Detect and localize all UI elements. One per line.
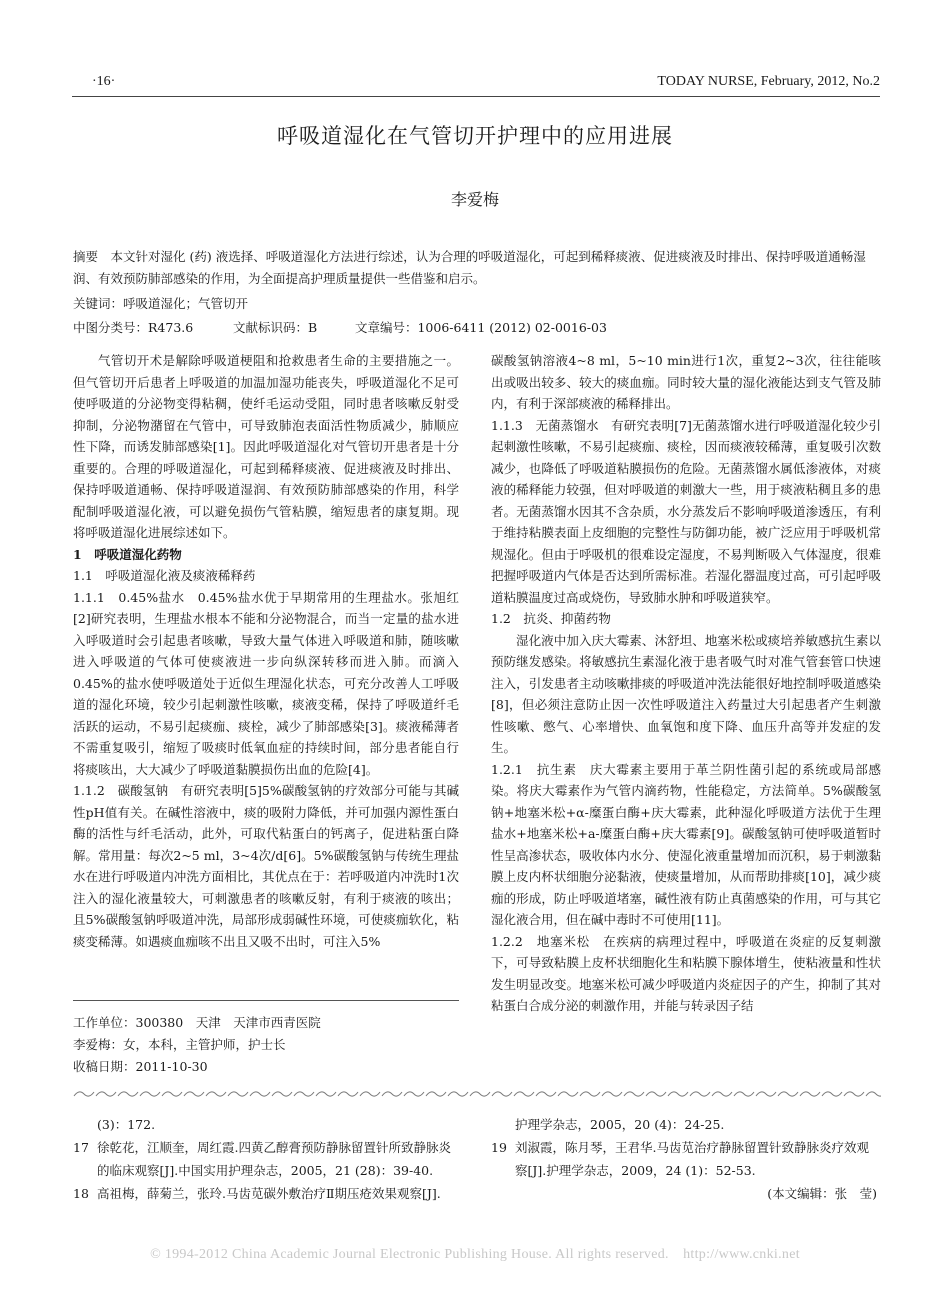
copyright-footer: © 1994-2012 China Academic Journal Electronic Publishing House. All rights reserved. http://www.cnki.net bbox=[150, 1247, 800, 1262]
reference-number: 19 bbox=[491, 1140, 507, 1155]
body-paragraph: 1.2.1 抗生素 庆大霉素主要用于革兰阴性菌引起的系统或局部感染。将庆大霉素作为气管内滴药物，性能稳定，方法简单。5%碳酸氢钠+地塞米松+α-糜蛋白酶+庆大霉素，此种湿化呼吸道方法优于生理盐水+地塞米松+a-糜蛋白酶+庆大霉素[9]。碳酸氢钠可使呼吸道暂时性呈高渗状态，吸收体内水分、使湿化液重量增加而沉积，易于刺激黏膜上皮内杯状细胞分泌黏液，使痰量增加，从而帮助排痰[10]，减少痰痂的形成，防止呼吸道堵塞，碱性液有防止真菌感染的作用，可与其它湿化液合用，但在碱中毒时不可使用[11]。 bbox=[491, 761, 881, 927]
reference-item bbox=[73, 1113, 459, 1136]
body-right-column bbox=[491, 350, 881, 1017]
body-paragraph: 1.2 抗炎、抑菌药物 bbox=[491, 611, 611, 626]
body-paragraph: 1.1.1 0.45%盐水 0.45%盐水优于早期常用的生理盐水。张旭红[2]研究表明，生理盐水根本不能和分泌物混合，而当一定量的盐水进入呼吸道时会引起患者咳嗽，导致大量气体进入呼吸道和肺，随咳嗽进入呼吸道的气体可使痰液进一步向纵深转移而进入肺。而滴入0.45%的盐水使呼吸道处于近似生理湿化状态，可充分改善人工呼吸道的湿化环境，较少引起刺激性咳嗽，痰液变稀，保持了呼吸道纤毛活跃的运动，不易引起痰痂、痰栓，减少了肺部感染[3]。痰液稀薄者不需重复吸引，缩短了吸痰时低氧血症的持续时间，部分患者能自行将痰咳出，大大减少了呼吸道黏膜损伤出血的危险[4]。 bbox=[73, 589, 459, 777]
body-paragraph: 1.1.2 碳酸氢钠 有研究表明[5]5%碳酸氢钠的疗效部分可能与其碱性pH值有关。在碱性溶液中，痰的吸附力降低，并可加强内源性蛋白酶的活性与纤毛活动，此外，可取代粘蛋白的钙离子，促进粘蛋白降解。常用量：每次2~5 ml，3~4次/d[6]。5%碳酸氢钠与传统生理盐水在进行呼吸道内冲洗方面相比，其优点在于：若呼吸道内冲洗时1次注入的湿化液量较大，可刺激患者的咳嗽反射，有利于痰液的咳出；且5%碳酸氢钠呼吸道冲洗，局部形成弱碱性环境，可使痰痂软化，粘痰变稀薄。如遇痰血痂咳不出且又吸不出时，可注入5% bbox=[73, 783, 459, 949]
reference-item bbox=[73, 1182, 459, 1205]
keywords: 关键词：呼吸道湿化；气管切开 bbox=[73, 296, 249, 311]
journal-name: TODAY NURSE, February, 2012, No.2 bbox=[657, 74, 880, 89]
reference-number: 17 bbox=[73, 1140, 89, 1155]
reference-text: (3)：172. bbox=[97, 1117, 156, 1132]
reference-number: 18 bbox=[73, 1186, 89, 1201]
work-unit: 工作单位：300380 天津 天津市西青医院 bbox=[73, 1015, 321, 1030]
body-paragraph: 1.2.2 地塞米松 在疾病的病理过程中，呼吸道在炎症的反复刺激下，可导致粘膜上皮杯状细胞化生和粘膜下腺体增生，使粘液量和性状发生明显改变。地塞米松可减少呼吸道内炎症因子的产生，抑制了其对粘蛋白合成分泌的刺激作用，并能与转录因子结 bbox=[491, 933, 881, 1013]
header-rule bbox=[72, 96, 880, 97]
affiliation-block bbox=[73, 1012, 459, 1078]
body-paragraph: 1.1 呼吸道湿化液及痰液稀释药 bbox=[73, 568, 256, 583]
reference-item bbox=[73, 1136, 459, 1182]
section-heading: 1 呼吸道湿化药物 bbox=[73, 546, 182, 562]
references-left bbox=[73, 1113, 459, 1205]
editor-note: (本文编辑：张 莹) bbox=[767, 1186, 877, 1201]
classification-line bbox=[73, 318, 881, 336]
reference-number bbox=[491, 1113, 515, 1136]
abstract: 摘要 本文针对湿化 (药) 液选择、呼吸道湿化方法进行综述，认为合理的呼吸道湿化，可起到稀释痰液、促进痰液及时排出、保持呼吸道通畅湿润、有效预防肺部感染的作用，为全面提高护理质量提供一些借鉴和启示。 bbox=[73, 249, 866, 286]
reference-text: 高祖梅，薛菊兰，张玲.马齿苋碳外敷治疗Ⅱ期压疮效果观察[J]. bbox=[97, 1186, 441, 1201]
body-paragraph: 1.1.3 无菌蒸馏水 有研究表明[7]无菌蒸馏水进行呼吸道湿化较少引起刺激性咳嗽，不易引起痰痂、痰栓，因而痰液较稀薄，重复吸引次数减少，也降低了呼吸道粘膜损伤的危险。无菌蒸馏水属低渗液体，对痰液的稀释能力较强，但对呼吸道的刺激大一些，用于痰液粘稠且多的患者。无菌蒸馏水因其不含杂质，水分蒸发后不影响呼吸道渗透压，有利于维持粘膜表面上皮细胞的完整性与防御功能，被广泛应用于呼吸机常规湿化。但由于呼吸机的很难设定湿度，不易判断吸入气体湿度，很难把握呼吸道内气体是否达到所需标准。若湿化器温度过高，可引起呼吸道粘膜温度过高或烧伤，导致肺水肿和呼吸道狭窄。 bbox=[491, 417, 881, 605]
body-paragraph: 碳酸氢钠溶液4~8 ml，5~10 min进行1次，重复2~3次，往往能咳出或吸出较多、较大的痰血痂。同时较大量的湿化液能达到支气管及肺内，有利于深部痰液的稀释排出。 bbox=[491, 353, 881, 411]
body-left-column bbox=[73, 350, 459, 952]
reference-text: 护理学杂志，2005，20 (4)：24-25. bbox=[515, 1117, 725, 1132]
wave-divider bbox=[73, 1088, 881, 1100]
references-right bbox=[491, 1113, 881, 1205]
article-title: 呼吸道湿化在气管切开护理中的应用进展 bbox=[277, 124, 673, 148]
article-author: 李爱梅 bbox=[450, 190, 499, 209]
received-date: 收稿日期：2011-10-30 bbox=[73, 1059, 208, 1074]
reference-text: 徐乾花，江顺奎，周红霞.四黄乙醇膏预防静脉留置针所致静脉炎的临床观察[J].中国实用护理杂志，2005，21 (28)：39-40. bbox=[97, 1140, 451, 1178]
page-number: ·16· bbox=[92, 74, 116, 89]
clc-number: 中图分类号：R473.6 bbox=[73, 320, 194, 335]
reference-item bbox=[491, 1113, 881, 1136]
reference-text: 刘淑霞，陈月琴，王君华.马齿苋治疗静脉留置针致静脉炎疗效观察[J].护理学杂志，2009，24 (1)：52-53. bbox=[515, 1140, 869, 1178]
document-code: 文献标识码：B bbox=[232, 320, 318, 335]
body-paragraph: 湿化液中加入庆大霉素、沐舒坦、地塞米松或痰培养敏感抗生素以预防继发感染。将敏感抗生素湿化液于患者吸气时对准气管套管口快速注入，引发患者主动咳嗽排痰的呼吸道冲洗法能很好地控制呼吸道感染[8]，但必须注意防止因一次性呼吸道注入药量过大引起患者产生刺激性咳嗽、憋气、心率增快、血氧饱和度下降、血压升高等并发症的发生。 bbox=[491, 632, 881, 755]
reference-number bbox=[73, 1113, 97, 1136]
reference-item bbox=[491, 1136, 881, 1182]
article-number: 文章编号：1006-6411 (2012) 02-0016-03 bbox=[354, 320, 607, 335]
author-bio: 李爱梅：女，本科，主管护师，护士长 bbox=[73, 1037, 286, 1052]
body-paragraph: 气管切开术是解除呼吸道梗阻和抢救患者生命的主要措施之一。但气管切开后患者上呼吸道的加温加湿功能丧失，呼吸道湿化不足可使呼吸道的分泌物变得粘稠，使纤毛运动受阻，同时患者咳嗽反射受抑制，分泌物潴留在气管中，可导致肺泡表面活性物质减少，肺顺应性下降，而诱发肺部感染[1]。因此呼吸道湿化对气管切开患者是十分重要的。合理的呼吸道湿化，可起到稀释痰液、促进痰液及时排出、保持呼吸道通畅、保持呼吸道湿润、有效预防肺部感染的作用，科学配制呼吸道湿化液，可以避免损伤气管粘膜，缩短患者的康复期。现将呼吸道湿化进展综述如下。 bbox=[73, 353, 459, 540]
footnote-rule bbox=[73, 1000, 459, 1001]
